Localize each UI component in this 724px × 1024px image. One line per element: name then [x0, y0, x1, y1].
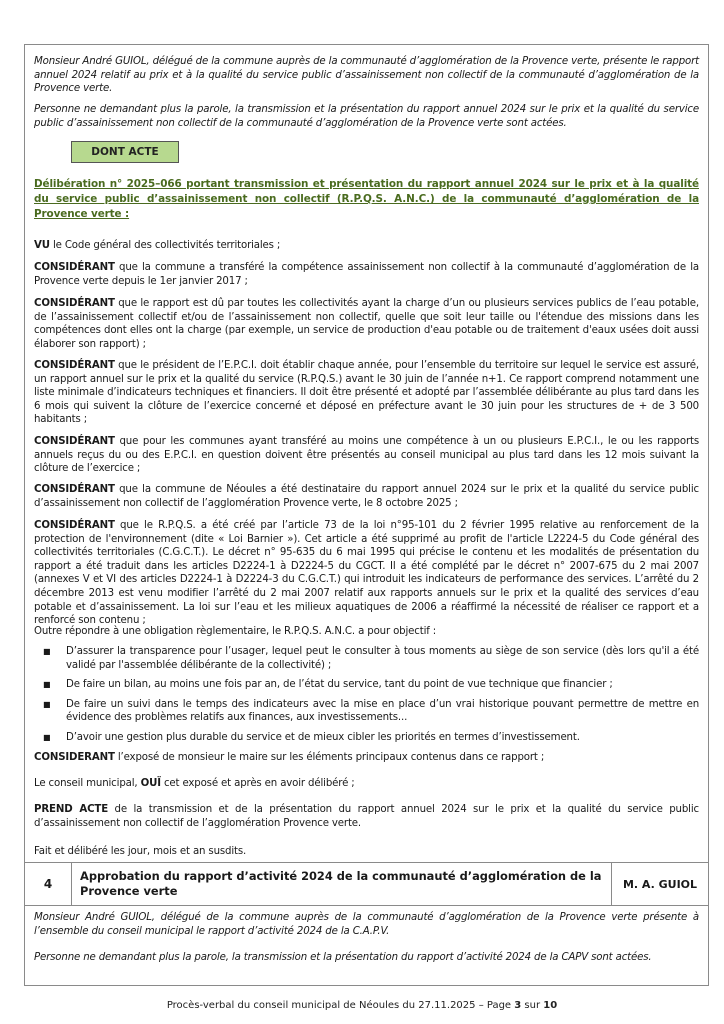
objectives-intro: Outre répondre à une obligation règlementaire, le R.P.Q.S. A.N.C. a pour objectif : — [34, 626, 437, 637]
bullet-icon: ■ — [43, 699, 51, 709]
item-paragraph-1: Monsieur André GUIOL, délégué de la commune auprès de la communauté d’agglomération de la Provence verte présente à l’ensemble du conseil municipal le rapport d’activité 2024 de la C.A.P.V. — [34, 912, 699, 937]
considerant-keyword: CONSIDERANT — [34, 752, 115, 763]
conseil-clause — [34, 777, 699, 791]
considerant-keyword: CONSIDÉRANT — [34, 360, 115, 371]
prend-acte-text: de la transmission et de la présentation du rapport annuel 2024 sur le prix et la qualité du service public d’assainissement non collectif de l’agglomération Provence verte. — [34, 804, 699, 829]
intro-paragraph-2: Personne ne demandant plus la parole, la transmission et la présentation du rapport annuel 2024 sur le prix et la qualité du service public d’assainissement non collectif de la communauté d’agglomération de la Provence verte sont actées. — [34, 104, 699, 129]
agenda-item-body — [24, 905, 709, 986]
objective-item — [34, 698, 699, 725]
vu-text: le Code général des collectivités territoriales ; — [49, 240, 281, 251]
prend-acte-keyword: PREND ACTE — [34, 804, 108, 815]
objectives-list — [34, 645, 699, 751]
bullet-icon: ■ — [43, 680, 51, 690]
considerant-2 — [34, 297, 699, 351]
agenda-item-title: Approbation du rapport d’activité 2024 de la communauté d’agglomération de la Provence verte — [72, 863, 612, 905]
prend-acte-clause — [34, 803, 699, 830]
page-footer — [0, 1000, 724, 1011]
agenda-item-row — [24, 862, 709, 906]
considerant-keyword: CONSIDÉRANT — [34, 484, 115, 495]
deliberation-title: Délibération n° 2025–066 portant transmission et présentation du rapport annuel 2024 sur le prix et à la qualité du service public d’assainissement non collectif (R.P.Q.S. A.N.C.) de la communauté d’agglomération de la Provence verte : — [34, 178, 699, 220]
bullet-icon: ■ — [43, 732, 51, 742]
considerant-5 — [34, 483, 699, 510]
objective-item — [34, 678, 699, 692]
page-total: 10 — [543, 1000, 558, 1011]
deliberation-frame — [24, 44, 709, 863]
considerant-keyword: CONSIDÉRANT — [34, 298, 115, 309]
considerant-final — [34, 751, 699, 765]
intro-paragraph-1: Monsieur André GUIOL, délégué de la commune auprès de la communauté d’agglomération de la Provence verte, présente le rapport annuel 2024 relatif au prix et à la qualité du service public d’assainissement non collectif de la communauté d’agglomération de la Provence verte. — [34, 56, 699, 95]
considerant-text: que pour les communes ayant transféré au moins une compétence à un ou plusieurs E.P.C.I., le ou les rapports annuels reçus du ou des E.P.C.I. en question doivent être présentés au conseil municipal au plus tard dans les 12 mois suivant la clôture de l’exercice ; — [34, 436, 699, 475]
considerant-keyword: CONSIDÉRANT — [34, 436, 115, 447]
considerant-6 — [34, 519, 699, 628]
considerant-text: que le R.P.Q.S. a été créé par l’article 73 de la loi n°95-101 du 2 février 1995 relative au renforcement de la protection de l'environnement (dite « Loi Barnier »). Cet article a été supprimé au profit de l'article L2224-5 du Code général des collectivités territoriales (C.G.C.T.). Le décret n° 95-635 du 6 mai 1995 qui précise le contenu et les modalités de présentation du rapport a été traduit dans les articles D2224-1 à D2224-5 du CGCT. Il a été complété par le décret n° 2007-675 du 2 mai 2007 (annexes V et VI des articles D2224-1 à D2224-3 du C.G.C.T.) qui introduit les indicateurs de performance des services. L’arrêté du 2 décembre 2013 est venu modifier l’arrêté du 2 mai 2007 relatif aux rapports annuels sur le prix et la qualité des services d’eau potable et d’assainissement. La loi sur l’eau et les milieux aquatiques de 2006 a réaffirmé la nécessité de réaliser ce rapport et a renforcé son contenu ; — [34, 520, 699, 627]
footer-sep: sur — [521, 1000, 544, 1011]
agenda-item-number: 4 — [25, 863, 72, 905]
vu-keyword: VU — [34, 240, 50, 251]
dont-acte-badge: DONT ACTE — [71, 141, 179, 163]
page-number: 3 — [514, 1000, 522, 1011]
conseil-text: cet exposé et après en avoir délibéré ; — [160, 778, 355, 789]
objective-text: D’avoir une gestion plus durable du service et de mieux cibler les priorités en termes d’investissement. — [66, 731, 580, 743]
considerant-text: que la commune de Néoules a été destinataire du rapport annuel 2024 sur le prix et la qualité du service public d’assainissement non collectif de l’agglomération Provence verte, le 8 octobre 2025 ; — [34, 484, 699, 509]
considerant-keyword: CONSIDÉRANT — [34, 262, 115, 273]
objective-text: De faire un bilan, au moins une fois par an, de l’état du service, tant du point de vue technique que financier ; — [66, 679, 613, 691]
objective-item — [34, 645, 699, 672]
bullet-icon: ■ — [43, 647, 51, 656]
considerant-text: que le rapport est dû par toutes les collectivités ayant la charge d’un ou plusieurs services publics de l’eau potable, de l’assainissement collectif et/ou de l’assainissement non collectif, quelle que soit leur taille ou l'étendue des missions dans les compétences dont elles ont la charge (par exemple, un service de production d'eau potable ou de traitement d'eaux usées doit aussi élaborer son rapport) ; — [34, 298, 699, 350]
closing-text: Fait et délibéré les jour, mois et an susdits. — [34, 846, 247, 857]
agenda-item-speaker: M. A. GUIOL — [622, 877, 698, 891]
objective-item — [34, 731, 699, 745]
considerant-text: que la commune a transféré la compétence assainissement non collectif à la communauté d’agglomération de la Provence verte depuis le 1er janvier 2017 ; — [34, 262, 699, 287]
considerant-text: que le président de l’E.P.C.I. doit établir chaque année, pour l’ensemble du territoire sur lequel le service est assuré, un rapport annuel sur le prix et la qualité du service (R.P.Q.S.) avant le 30 juin de l’année n+1. Ce rapport comprend notamment une liste minimale d’indicateurs techniques et financiers. Il doit être présenté et adopté par l’assemblée délibérante au plus tard dans les 6 mois qui suivent la clôture de l’exercice concerné et déposé en préfecture avant le 30 juin pour les structures de + de 3 500 habitants ; — [34, 360, 699, 426]
considerant-keyword: CONSIDÉRANT — [34, 520, 115, 531]
objective-text: De faire un suivi dans le temps des indicateurs avec la mise en place d’un vrai historique pouvant permettre de mettre en évidence des problèmes relatifs aux finances, aux investissements... — [66, 698, 699, 724]
considerant-4 — [34, 435, 699, 476]
item-paragraph-2: Personne ne demandant plus la parole, la transmission et la présentation du rapport d’activité 2024 de la CAPV sont actées. — [34, 952, 652, 963]
conseil-text: Le conseil municipal, — [34, 778, 141, 789]
oui-keyword: OUÏ — [140, 778, 161, 789]
objective-text: D’assurer la transparence pour l’usager, lequel peut le consulter à tous moments au siège de son service (dès lors qu'il a été validé par l'assemblée délibérante de la collectivité) ; — [66, 646, 699, 671]
considerant-3 — [34, 359, 699, 427]
vu-clause — [34, 239, 699, 253]
considerant-1 — [34, 261, 699, 288]
considerant-text: l’exposé de monsieur le maire sur les éléments principaux contenus dans ce rapport ; — [114, 752, 545, 763]
footer-text: Procès-verbal du conseil municipal de Néoules du 27.11.2025 – Page — [166, 1000, 515, 1011]
